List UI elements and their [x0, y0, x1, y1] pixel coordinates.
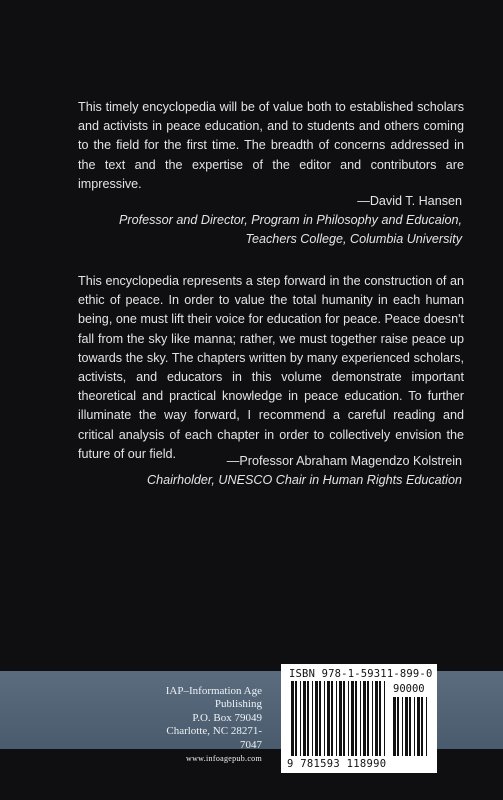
- barcode-bars: [281, 664, 437, 773]
- endorser-role-1: Professor and Director, Program in Philosophy and Educaion,: [118, 213, 462, 228]
- endorsement-attribution-2: [62, 452, 462, 490]
- publisher-name: IAP–Information Age Publishing: [165, 685, 262, 711]
- publisher-address-line-1: P.O. Box 79049: [192, 711, 262, 724]
- barcode-number: 9 781593 118990: [287, 758, 387, 770]
- isbn-label: ISBN 978-1-59311-899-0: [289, 668, 433, 680]
- price-code: 90000: [393, 683, 425, 695]
- endorser-affiliation-1: Teachers College, Columbia University: [245, 232, 462, 247]
- endorser-role-2: Chairholder, UNESCO Chair in Human Rights Education: [147, 473, 462, 488]
- isbn-barcode: [281, 664, 437, 773]
- endorsement-quote-2: This encyclopedia represents a step forward in the construction of an ethic of peace. In order to value the total humanity in each human being, one must lift their voice for education for peace. Peace doesn't fall from the sky like manna; rather, we must together raise peace up towards the sky. The chapters written by many experienced scholars, activists, and educators in this volume demonstrate important theoretical and practical knowledge in peace education. To further illuminate the way forward, I recommend a careful reading and critical analysis of each chapter in order to collectively envision the future of our field.: [78, 274, 464, 461]
- endorser-name-2: —Professor Abraham Magendzo Kolstrein: [226, 454, 462, 468]
- endorsement-attribution-1: [62, 192, 462, 250]
- publisher-website: www.infoagepub.com: [186, 754, 262, 764]
- publisher-address-line-2: Charlotte, NC 28271-7047: [166, 725, 262, 751]
- publisher-block: [150, 685, 262, 765]
- endorsement-quote-1: This timely encyclopedia will be of value both to established scholars and activists in peace education, and to students and others coming to the field for the first time. The breadth of concerns addressed in the text and the expertise of the editor and contributors are impressive.: [78, 100, 464, 191]
- endorser-name-1: —David T. Hansen: [357, 194, 462, 208]
